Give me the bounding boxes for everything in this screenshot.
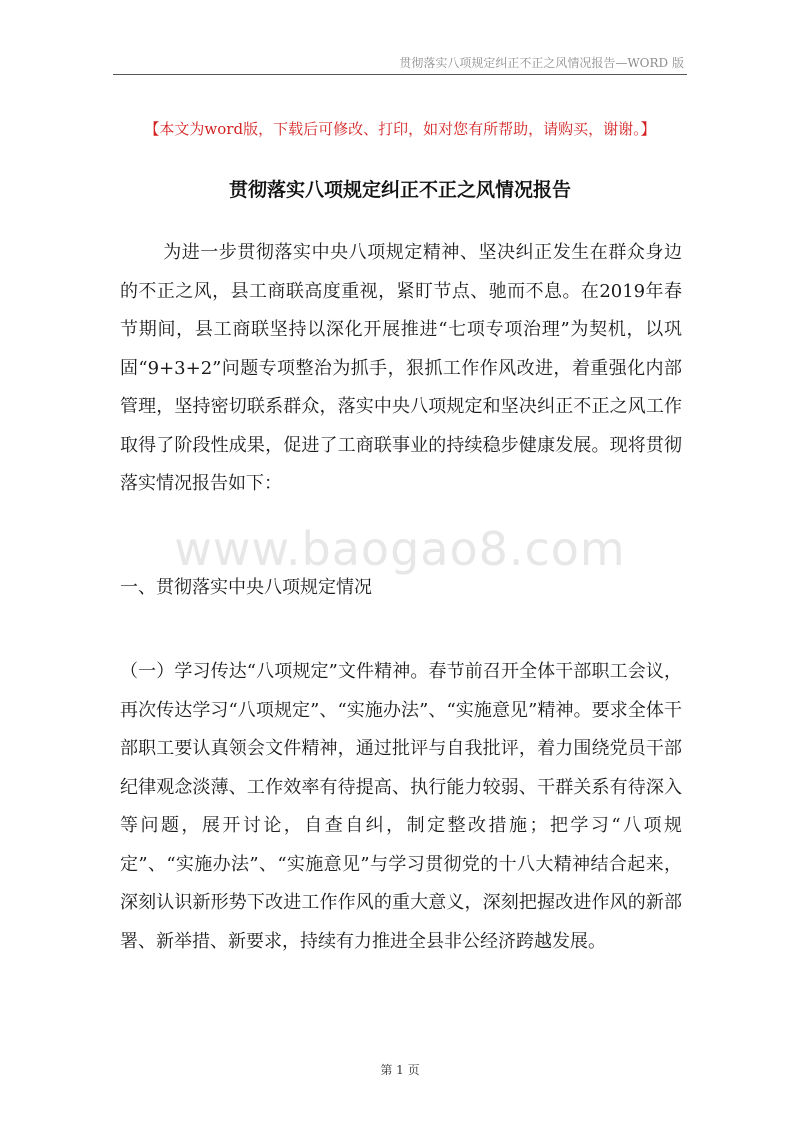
section-1-paragraph-1: （一）学习传达“八项规定”文件精神。春节前召开全体干部职工会议，再次传达学习“八项规定”、“实施办法”、“实施意见”精神。要求全体干部职工要认真领会文件精神，通过批评与自我批评，着力围绕党员干部纪律观念淡薄、工作效率有待提高、执行能力较弱、干群关系有待深入等问题，展开讨论，自查自纠，制定整改措施；把学习“八项规定”、“实施办法”、“实施意见”与学习贯彻党的十八大精神结合起来，深刻认识新形势下改进工作作风的重大意义，深刻把握改进作风的新部署、新举措、新要求，持续有力推进全县非公经济跨越发展。: [120, 661, 682, 952]
running-header: 贯彻落实八项规定纠正不正之风情况报告—WORD 版: [399, 56, 684, 70]
site-watermark: www.baogao8.com: [174, 522, 626, 576]
section-heading-1: 一、贯彻落实中央八项规定情况: [120, 577, 372, 598]
download-notice: 【本文为word版，下载后可修改、打印，如对您有所帮助，请购买，谢谢。】: [144, 120, 656, 138]
header-divider: [113, 74, 687, 75]
page-number: 第 1 页: [380, 1063, 420, 1077]
intro-paragraph: 为进一步贯彻落实中央八项规定精神、坚决纠正发生在群众身边的不正之风，县工商联高度重视，紧盯节点、驰而不息。在2019年春节期间，县工商联坚持以深化开展推进“七项专项治理”为契机，以巩固“9+3+2”问题专项整治为抓手，狠抓工作作风改进，着重强化内部管理，坚持密切联系群众，落实中央八项规定和坚决纠正不正之风工作取得了阶段性成果，促进了工商联事业的持续稳步健康发展。现将贯彻落实情况报告如下：: [120, 242, 682, 494]
document-title: 贯彻落实八项规定纠正不正之风情况报告: [228, 179, 571, 201]
